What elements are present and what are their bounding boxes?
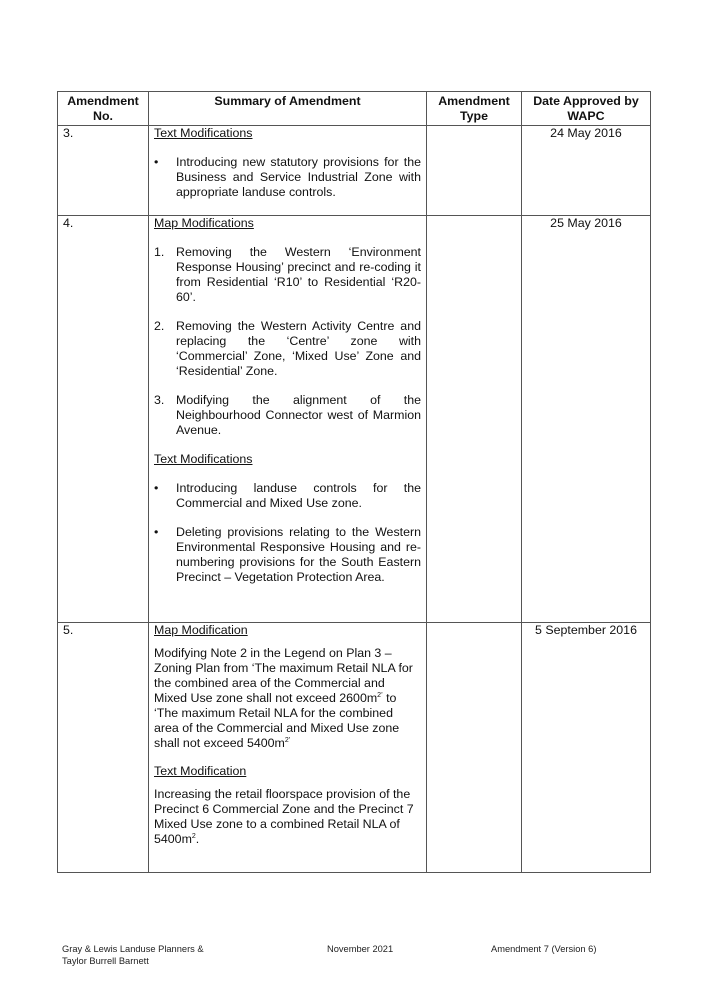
bullet-icon: • [154, 155, 159, 169]
list-item-text: Introducing landuse controls for the Commercial and Mixed Use zone. [176, 481, 421, 510]
superscript: 2’ [377, 692, 383, 699]
list-number: 3. [154, 393, 165, 407]
bullet-icon: • [154, 525, 159, 539]
list-item [154, 481, 421, 511]
list-item-text: Deleting provisions relating to the Western Environmental Responsive Housing and re-numbering provisions for the South Eastern Precinct – Vegetation Protection Area. [176, 525, 421, 584]
text-modification-heading: Text Modification [154, 764, 247, 778]
date-cell: 25 May 2016 [522, 216, 651, 623]
footer-document: Amendment 7 (Version 6) [491, 944, 597, 954]
list-item [154, 525, 421, 585]
table-row [58, 126, 651, 216]
header-type: Amendment Type [427, 92, 522, 126]
text-modifications-heading: Text Modifications [154, 452, 253, 466]
list-item [154, 245, 421, 305]
text-modifications-heading: Text Modifications [154, 126, 253, 140]
date-cell: 5 September 2016 [522, 623, 651, 873]
header-row [58, 92, 651, 126]
list-number: 1. [154, 245, 165, 259]
superscript: 2 [191, 833, 196, 840]
summary-cell [149, 623, 427, 873]
row-number: 4. [58, 216, 149, 623]
summary-cell [149, 216, 427, 623]
footer-author [62, 943, 204, 967]
list-number: 2. [154, 319, 165, 333]
list-item [154, 393, 421, 438]
summary-cell [149, 126, 427, 216]
amendments-table [57, 91, 651, 873]
list-item-text: Modifying the alignment of the Neighbourhood Connector west of Marmion Avenue. [176, 393, 421, 437]
footer-author-line1: Gray & Lewis Landuse Planners & [62, 944, 204, 954]
map-modifications-heading: Map Modifications [154, 216, 254, 230]
list-item-text: Removing the Western ‘Environment Response Housing’ precinct and re-coding it from Residential ‘R10’ to Residential ‘R20-60’. [176, 245, 421, 304]
table-row [58, 216, 651, 623]
header-amendment-no: Amendment No. [58, 92, 149, 126]
map-modification-heading: Map Modification [154, 623, 248, 637]
list-item-text: Introducing new statutory provisions for the Business and Service Industrial Zone with appropriate landuse controls. [176, 155, 421, 199]
row-number: 3. [58, 126, 149, 216]
type-cell [427, 216, 522, 623]
type-cell [427, 126, 522, 216]
list-item [154, 319, 421, 379]
footer-author-line2: Taylor Burrell Barnett [62, 956, 149, 966]
table-row [58, 623, 651, 873]
footer-date: November 2021 [327, 944, 394, 954]
row-number: 5. [58, 623, 149, 873]
list-item-text: Removing the Western Activity Centre and replacing the ‘Centre’ zone with ‘Commercial’ Zone, ‘Mixed Use’ Zone and ‘Residential’ Zone. [176, 319, 421, 378]
text-modification-text: Increasing the retail floorspace provision of the Precinct 6 Commercial Zone and the Precinct 7 Mixed Use zone to a combined Retail NLA of $5400m^2$. [154, 787, 414, 846]
type-cell [427, 623, 522, 873]
map-modification-text: Modifying Note 2 in the Legend on Plan 3 – Zoning Plan from ‘The maximum Retail NLA for the combined area of the Commercial and Mixed Use zone shall not exceed $2600m^{2’}$ to ‘The maximum Retail NLA for the combined area of the Commercial and Mixed Use zone shall not exceed $5400m^{2’}$ [154, 646, 413, 750]
bullet-icon: • [154, 481, 159, 495]
date-cell: 24 May 2016 [522, 126, 651, 216]
header-summary: Summary of Amendment [149, 92, 427, 126]
header-date: Date Approved by WAPC [522, 92, 651, 126]
superscript: 2’ [284, 737, 291, 744]
list-item [154, 155, 421, 200]
